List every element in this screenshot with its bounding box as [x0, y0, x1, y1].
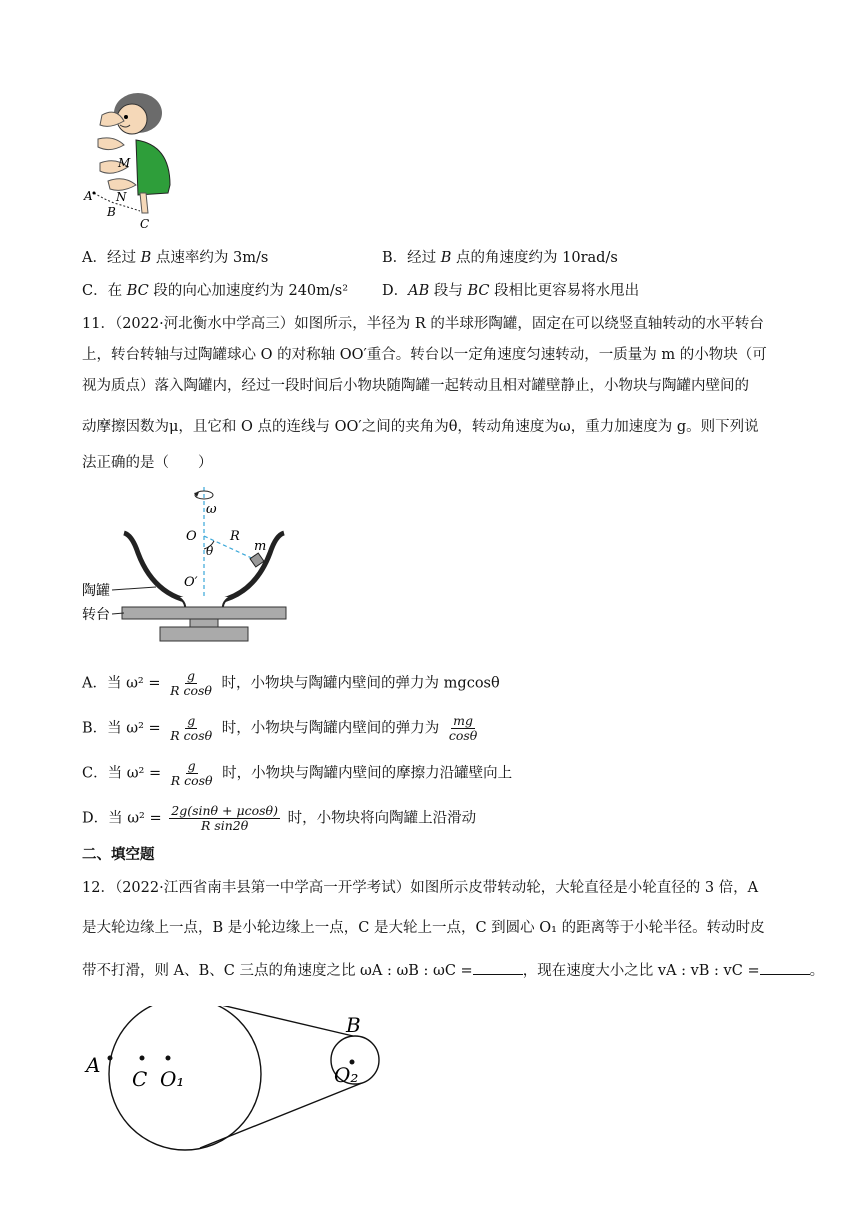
blank-2[interactable]	[760, 960, 810, 975]
blank-1[interactable]	[473, 960, 523, 975]
label-O: O	[186, 529, 197, 544]
label-R: R	[230, 529, 240, 544]
q11-option-a: A．当 ω² = $\frac{g}{\text{R cosθ}}$ 时，小物块与陶罐内壁间的弹力为 mgcosθ	[82, 668, 500, 698]
label-A: A	[86, 1053, 101, 1077]
section-heading: 二、填空题	[82, 846, 155, 863]
q12-figure	[80, 1006, 400, 1156]
q10-option-d: D．AB 段与 BC 段相比更容易将水甩出	[382, 283, 640, 299]
label-C: C	[132, 1067, 148, 1091]
label-turntable: 转台	[82, 607, 110, 623]
q11-stem-line2: 上，转台转轴与过陶罐球心 O 的对称轴 OO′重合。转台以一定角速度匀速转动，一质量为 m 的小物块（可	[82, 347, 767, 363]
q11-option-c: C．当 ω² = $\frac{g}{\text{R cosθ}}$ 时，小物块与陶罐内壁间的摩擦力沿罐壁向上	[82, 758, 513, 788]
label-C: C	[140, 217, 150, 231]
q10-option-c: C．在 BC 段的向心加速度约为 240m/s²	[82, 283, 349, 299]
q11-stem-line1: 11．（2022·河北衡水中学高三）如图所示，半径为 R 的半球形陶罐，固定在可以绕竖直轴转动的水平转台	[82, 316, 764, 332]
q11-figure	[80, 483, 295, 653]
q10-option-a: A．经过 B 点速率约为 3m/s	[82, 250, 269, 266]
label-m: m	[254, 539, 267, 554]
label-omega: ω	[206, 502, 217, 517]
label-jar: 陶罐	[82, 583, 110, 599]
q10-figure	[80, 85, 180, 235]
label-B: B	[107, 205, 116, 219]
q11-option-d: D．当 ω² = $\frac{2g(\sin\theta + \mu\cos\theta)}{\text{R sin2θ}}$ 时，小物块将向陶罐上沿滑动	[82, 803, 477, 833]
label-A: A	[84, 189, 93, 203]
q12-stem-line2: 是大轮边缘上一点，B 是小轮边缘上一点，C 是大轮上一点，C 到圆心 O₁ 的距离等于小轮半径。转动时皮	[82, 920, 765, 936]
label-O2: O₂	[334, 1063, 359, 1087]
label-Oprime: O′	[184, 575, 198, 590]
q12-stem-line1: 12．（2022·江西省南丰县第一中学高一开学考试）如图所示皮带转动轮，大轮直径是小轮直径的 3 倍，A	[82, 880, 759, 896]
q11-stem-line3: 视为质点）落入陶罐内，经过一段时间后小物块随陶罐一起转动且相对罐壁静止，小物块与陶罐内壁间的	[82, 378, 749, 394]
label-M: M	[118, 156, 131, 170]
q12-stem-line3: 带不打滑，则 A、B、C 三点的角速度之比 ωA : ωB : ωC = ，现在速度大小之比 vA : vB : vC = 。	[82, 960, 824, 981]
label-theta: θ	[206, 544, 214, 558]
label-N: N	[116, 190, 127, 204]
q10-option-b: B．经过 B 点的角速度约为 10rad/s	[382, 250, 618, 266]
q11-stem-line5: 法正确的是（ ）	[82, 455, 213, 471]
q11-option-b: B．当 ω² = $\frac{g}{\text{R cosθ}}$ 时，小物块与陶罐内壁间的弹力为 $\frac{mg}{\cos\theta}$	[82, 713, 478, 743]
q11-stem-line4: 动摩擦因数为μ，且它和 O 点的连线与 OO′之间的夹角为θ，转动角速度为ω，重力加速度为 g。则下列说	[82, 419, 759, 435]
label-B: B	[346, 1013, 361, 1037]
label-O1: O₁	[160, 1067, 185, 1091]
